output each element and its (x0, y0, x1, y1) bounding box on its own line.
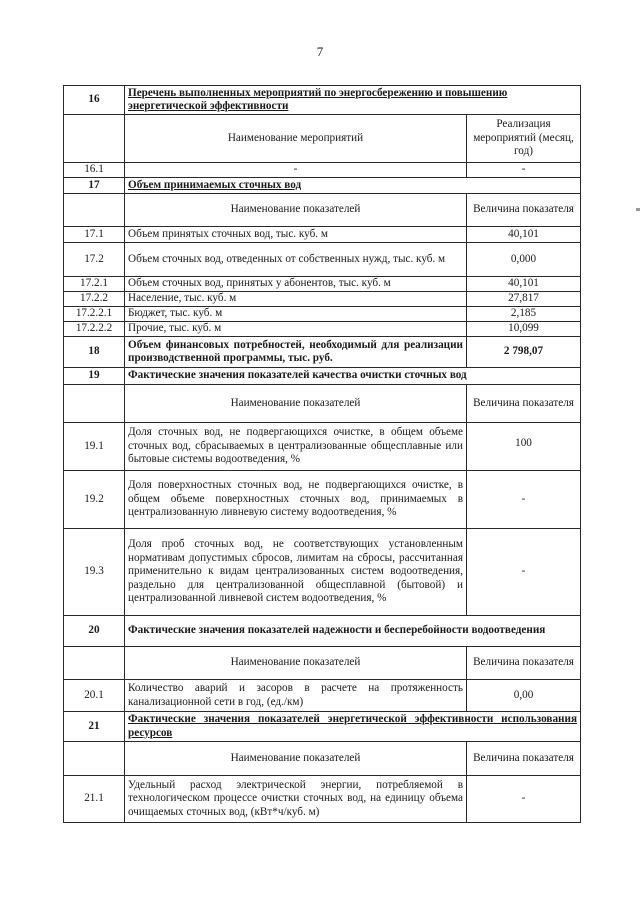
column-header-value: Величина показателя (467, 194, 581, 227)
table-row (64, 680, 581, 712)
row-value: 10,099 (467, 322, 581, 337)
scan-mark (636, 208, 640, 211)
section-16-title-row (64, 86, 581, 115)
column-header-name: Наименование показателей (125, 385, 467, 423)
empty-cell (64, 647, 125, 680)
column-header-value: Величина показателя (467, 647, 581, 680)
row-name: Объем сточных вод, принятых у абонентов, тыс. куб. м (125, 277, 467, 292)
row-name: Бюджет, тыс. куб. м (125, 307, 467, 322)
row-name: Количество аварий и засоров в расчете на протяженность канализационной сети в год, (ед./км) (125, 680, 467, 712)
column-header-name: Наименование показателей (125, 647, 467, 680)
row-value: 27,817 (467, 292, 581, 307)
column-header-value: Реализация мероприятий (месяц, год) (467, 115, 581, 163)
section-title: Объем финансовых потребностей, необходимый для реализации производственной программы, тыс. руб. (125, 337, 467, 368)
row-number: 17.2 (64, 243, 125, 277)
row-number: 16.1 (64, 163, 125, 178)
row-number: 17.2.2.1 (64, 307, 125, 322)
column-header-value: Величина показателя (467, 385, 581, 423)
row-name: Население, тыс. куб. м (125, 292, 467, 307)
row-number: 19.1 (64, 423, 125, 471)
section-number: 18 (64, 337, 125, 368)
section-value: 2 798,07 (467, 337, 581, 368)
row-value: 2,185 (467, 307, 581, 322)
section-21-header-row (64, 742, 581, 776)
table-row (64, 471, 581, 529)
row-number: 20.1 (64, 680, 125, 712)
section-21-title-row (64, 712, 581, 742)
row-value: 0,000 (467, 243, 581, 277)
row-number: 17.2.1 (64, 277, 125, 292)
row-name: Объем сточных вод, отведенных от собственных нужд, тыс. куб. м (125, 243, 467, 277)
row-name: Доля поверхностных сточных вод, не подвергающихся очистке, в общем объеме поверхностных сточных вод, принимаемых в централизованную ливневую систему водоотведения, % (125, 471, 467, 529)
row-value: - (467, 776, 581, 823)
row-name: Доля сточных вод, не подвергающихся очистке, в общем объеме сточных вод, сбрасываемых в централизованные общесплавные или бытовые системы водоотведения, % (125, 423, 467, 471)
row-name: Удельный расход электрической энергии, потребляемой в технологическом процессе очистки сточных вод, на единицу объема очищаемых сточных вод, (кВт*ч/куб. м) (125, 776, 467, 823)
empty-cell (64, 742, 125, 776)
column-header-name: Наименование показателей (125, 742, 467, 776)
column-header-name: Наименование мероприятий (125, 115, 467, 163)
row-number: 21.1 (64, 776, 125, 823)
row-value: - (467, 529, 581, 616)
row-value: - (467, 163, 581, 178)
row-value: 100 (467, 423, 581, 471)
table-row (64, 292, 581, 307)
table-row (64, 277, 581, 292)
section-19-header-row (64, 385, 581, 423)
section-title: Фактические значения показателей качества очистки сточных вод (125, 368, 581, 385)
column-header-value: Величина показателя (467, 742, 581, 776)
section-17-header-row (64, 194, 581, 227)
row-number: 19.3 (64, 529, 125, 616)
row-value: 40,101 (467, 227, 581, 243)
row-name: Прочие, тыс. куб. м (125, 322, 467, 337)
empty-cell (64, 385, 125, 423)
table-row (64, 776, 581, 823)
section-number: 16 (64, 86, 125, 115)
section-16-header-row (64, 115, 581, 163)
row-number: 17.2.2.2 (64, 322, 125, 337)
section-20-title-row (64, 616, 581, 647)
table-row (64, 307, 581, 322)
section-title: Фактические значения показателей энергетической эффективности использования ресурсов (125, 712, 581, 742)
row-name: - (125, 163, 467, 178)
section-title: Объем принимаемых сточных вод (125, 178, 581, 194)
table-row (64, 243, 581, 277)
section-title: Перечень выполненных мероприятий по энергосбережению и повышению энергетической эффективности (125, 86, 581, 115)
section-title: Фактические значения показателей надежности и бесперебойности водоотведения (125, 616, 581, 647)
row-number: 19.2 (64, 471, 125, 529)
section-number: 21 (64, 712, 125, 742)
row-number: 17.1 (64, 227, 125, 243)
section-number: 20 (64, 616, 125, 647)
row-value: - (467, 471, 581, 529)
section-20-header-row (64, 647, 581, 680)
table-row (64, 322, 581, 337)
row-value: 40,101 (467, 277, 581, 292)
section-18-row (64, 337, 581, 368)
page-number: 7 (316, 44, 324, 59)
empty-cell (64, 115, 125, 163)
table-row (64, 423, 581, 471)
section-number: 17 (64, 178, 125, 194)
table-row (64, 227, 581, 243)
section-number: 19 (64, 368, 125, 385)
row-name: Доля проб сточных вод, не соответствующих установленным нормативам допустимых сбросов, лимитам на сбросы, рассчитанная применительно к видам централизованных систем водоотведения, раздельно для централизованной общесплавной (бытовой) и централизованной ливневой систем водоотведения, % (125, 529, 467, 616)
row-value: 0,00 (467, 680, 581, 712)
row-number: 17.2.2 (64, 292, 125, 307)
section-17-title-row (64, 178, 581, 194)
table-row (64, 529, 581, 616)
table-row (64, 163, 581, 178)
row-name: Объем принятых сточных вод, тыс. куб. м (125, 227, 467, 243)
section-19-title-row (64, 368, 581, 385)
empty-cell (64, 194, 125, 227)
report-table (63, 85, 581, 823)
column-header-name: Наименование показателей (125, 194, 467, 227)
